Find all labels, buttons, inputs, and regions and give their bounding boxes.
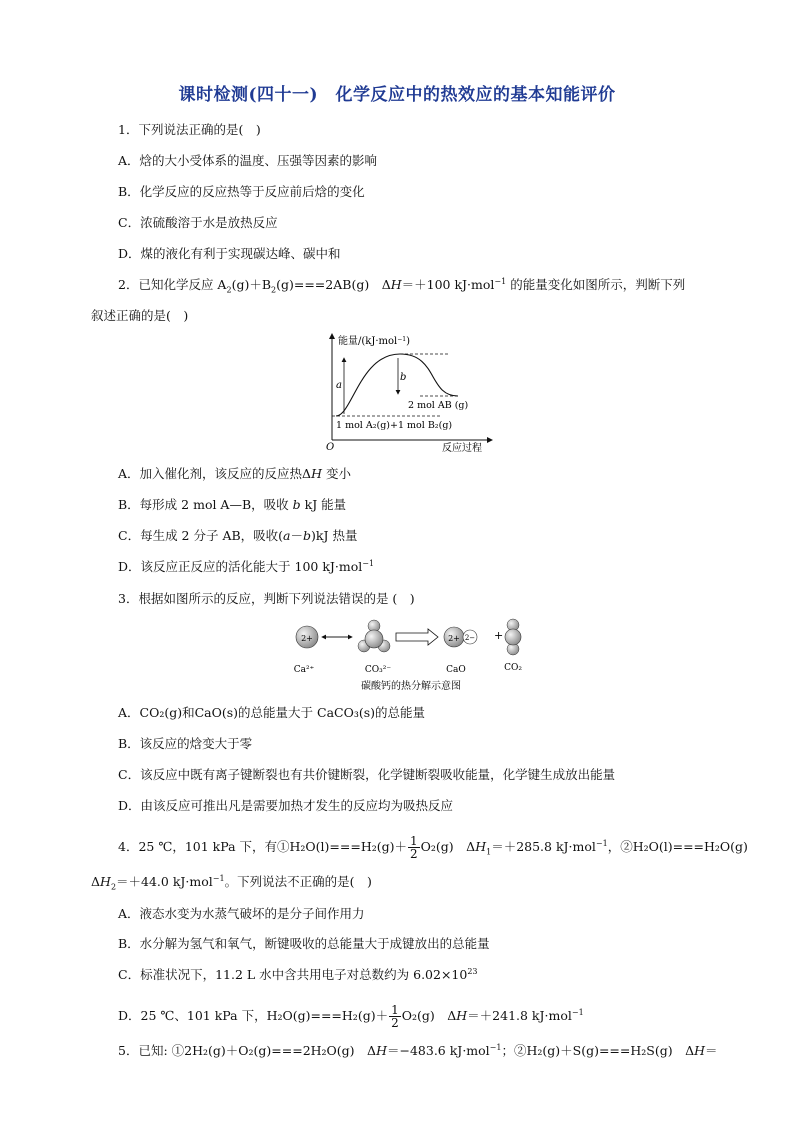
question-2-option-b: B．每形成 2 mol A—B，吸收 b kJ 能量 — [118, 497, 347, 512]
label-cao: CaO — [446, 665, 466, 675]
question-4-option-b: B．水分解为氢气和氧气，断键吸收的总能量大于成键放出的总能量 — [118, 936, 490, 951]
fraction-one-half: $\frac{1}{2}$ — [391, 1003, 399, 1030]
question-4-option-d: D．25 ℃、101 kPa 下，H₂O(g)===H₂(g)＋ $\frac{1}{2}$ O₂(g) ΔH＝＋241.8 kJ·mol$^{-1}$ — [118, 1003, 584, 1030]
question-4-option-c: C．标准状况下，11.2 L 水中含共用电子对总数约为 $6.02\times 10^{23}$ — [118, 966, 478, 982]
product-label: 2 mol AB (g) — [408, 400, 469, 411]
question-1-option-d: D．煤的液化有利于实现碳达峰、碳中和 — [118, 246, 341, 261]
label-a: a — [336, 380, 342, 391]
energy-diagram — [300, 330, 500, 456]
fraction-one-half: $\frac{1}{2}$ — [410, 834, 418, 861]
question-1-option-b: B．化学反应的反应热等于反应前后焓的变化 — [118, 184, 365, 199]
question-3-option-c: C．该反应中既有离子键断裂也有共价键断裂，化学键断裂吸收能量，化学键生成放出能量 — [118, 767, 616, 782]
svg-text:2+: 2+ — [448, 634, 460, 643]
svg-text:2+: 2+ — [301, 634, 313, 643]
label-co2: CO₂ — [504, 663, 522, 673]
page-title: 课时检测(四十一) 化学反应中的热效应的基本知能评价 — [178, 85, 616, 105]
question-2-stem-continued: 叙述正确的是( ) — [91, 308, 189, 323]
x-axis-label: 反应过程 — [442, 443, 482, 454]
question-3-option-a: A．CO₂(g)和CaO(s)的总能量大于 CaCO₃(s)的总能量 — [118, 705, 426, 720]
question-4-option-a: A．液态水变为水蒸气破坏的是分子间作用力 — [118, 906, 365, 921]
label-carbonate: CO₃²⁻ — [364, 665, 392, 675]
question-2-option-a: A．加入催化剂，该反应的反应热ΔH 变小 — [118, 466, 351, 481]
question-2-option-c: C．每生成 2 分子 AB，吸收(a－b)kJ 热量 — [118, 528, 358, 543]
carbon-atom-icon — [365, 630, 383, 648]
question-3-stem: 3．根据如图所示的反应，判断下列说法错误的是 ( ) — [118, 591, 415, 606]
origin-label: O — [326, 442, 335, 453]
decomposition-diagram — [286, 618, 536, 694]
label-ca-ion: Ca²⁺ — [293, 665, 315, 675]
co2-carbon-icon — [505, 629, 521, 645]
reaction-arrow-icon — [396, 629, 438, 645]
svg-text:+: + — [494, 629, 504, 642]
question-1-stem: 1．下列说法正确的是( ) — [118, 122, 261, 137]
question-4-stem: 4．25 ℃，101 kPa 下，有①H₂O(l)===H₂(g)＋ $\frac{1}{2}$ O₂(g) $\Delta H_1=+285.8$ kJ·mol$^{-1}$，②H₂O(l)===H₂O(g) — [118, 834, 748, 861]
question-1-option-a: A．焓的大小受体系的温度、压强等因素的影响 — [118, 153, 378, 168]
label-b: b — [400, 372, 407, 383]
reactant-label: 1 mol A₂(g)+1 mol B₂(g) — [336, 420, 453, 431]
question-2-option-d: D．该反应正反应的活化能大于 100 kJ·mol$^{-1}$ — [118, 558, 375, 574]
question-3-option-d: D．由该反应可推出凡是需要加热才发生的反应均为吸热反应 — [118, 798, 454, 813]
question-1-option-c: C．浓硫酸溶于水是放热反应 — [118, 215, 278, 230]
svg-text:2−: 2− — [464, 634, 476, 642]
question-3-option-b: B．该反应的焓变大于零 — [118, 736, 253, 751]
y-axis-label: 能量/(kJ·mol$^{-1}$) — [338, 335, 410, 347]
question-4-stem-continued: $\Delta H_2=+44.0$ kJ·mol$^{-1}$。下列说法不正确的是( ) — [91, 873, 372, 892]
question-5-stem: 5．已知: ①2H₂(g)＋O₂(g)===2H₂O(g) ΔH＝−483.6 kJ·mol$^{-1}$；②H₂(g)＋S(g)===H₂S(g) ΔH＝ — [118, 1042, 718, 1058]
diagram-caption: 碳酸钙的热分解示意图 — [361, 681, 461, 692]
question-2-stem: 2．已知化学反应 $A_2(g)+B_2(g)===2AB(g)$ ΔH＝＋100 kJ·mol$^{-1}$ 的能量变化如图所示，判断下列 — [118, 276, 686, 295]
